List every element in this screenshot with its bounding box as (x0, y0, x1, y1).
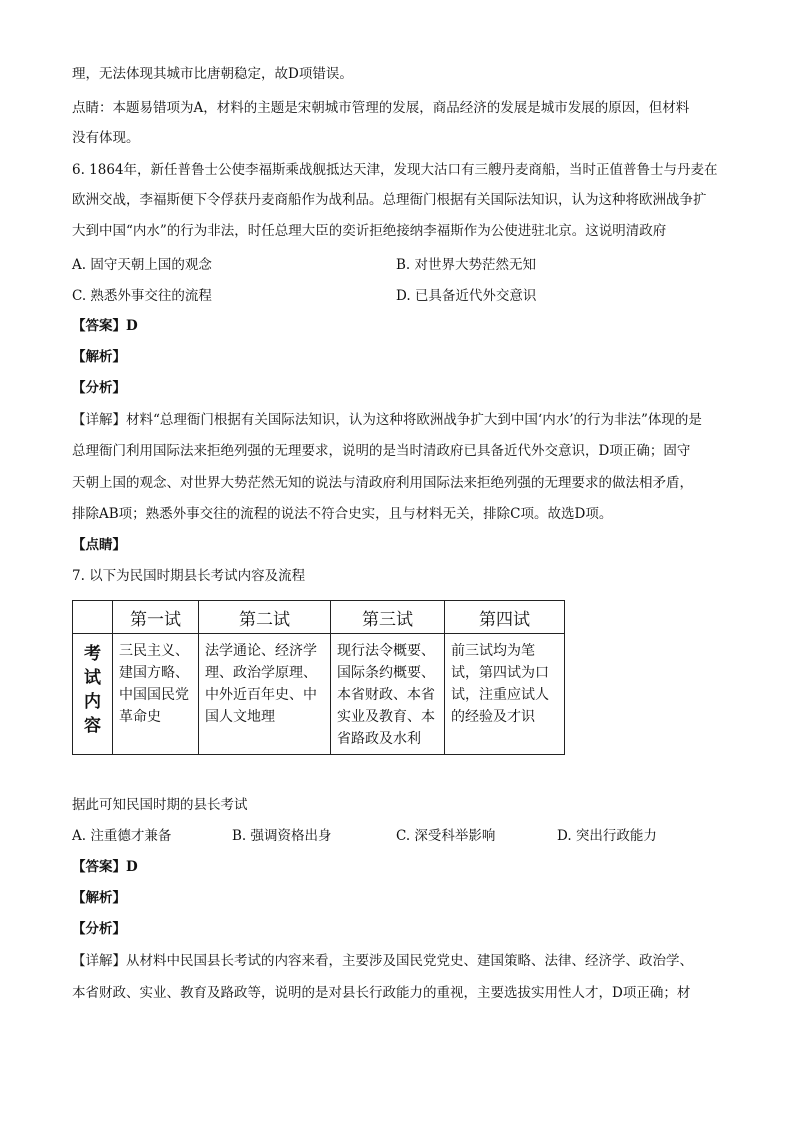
q7-option-b: B. 强调资格出身 (232, 828, 332, 844)
question-7-stem: 7. 以下为民国时期县长考试内容及流程 (72, 568, 306, 584)
exam-content-table (72, 600, 565, 755)
question-6-stem: 大到中国“内水”的行为非法，时任总理大臣的奕䜣拒绝接纳李福斯作为公使进驻北京。这说明清政府 (72, 223, 667, 239)
q7-detail: 本省财政、实业、教育及路政等，说明的是对县长行政能力的重视，主要选拔实用性人才，D项正确；材 (72, 985, 691, 1001)
q6-detail: 【详解】材料“总理衙门根据有关国际法知识，认为这种将欧洲战争扩大到中国‘内水’的行为非法”体现的是 (72, 412, 702, 428)
q6-fenxi-label: 【分析】 (72, 380, 126, 396)
question-6-stem: 6. 1864年，新任普鲁士公使李福斯乘战舰抵达天津，发现大沽口有三艘丹麦商船，当时正值普鲁士与丹麦在 (72, 162, 718, 178)
q7-jiexi-label: 【解析】 (72, 890, 126, 906)
q6-option-b: B. 对世界大势茫然无知 (396, 257, 537, 273)
q6-detail: 天朝上国的观念、对世界大势茫然无知的说法与清政府利用国际法来拒绝列强的无理要求的做法相矛盾， (72, 475, 693, 491)
row-header-char: 容 (84, 716, 101, 736)
q6-option-d: D. 已具备近代外交意识 (396, 288, 537, 304)
q7-detail: 【详解】从材料中民国县长考试的内容来看，主要涉及国民党党史、建国策略、法律、经济学、政治学、 (72, 953, 693, 969)
q6-option-a: A. 固守天朝上国的观念 (72, 257, 212, 273)
table-row (73, 634, 565, 755)
q7-option-a: A. 注重德才兼备 (72, 828, 172, 844)
text-line: 理，无法体现其城市比唐朝稳定，故D项错误。 (72, 66, 353, 82)
q7-option-c: C. 深受科举影响 (396, 828, 496, 844)
row-header-char: 内 (84, 692, 101, 712)
text-line: 点睛：本题易错项为A，材料的主题是宋朝城市管理的发展，商品经济的发展是城市发展的原因，但材料 (72, 100, 690, 116)
table-cell: 前三试均为笔试，第四试为口试，注重应试人的经验及才识 (445, 634, 565, 755)
table-header-cell: 第一试 (113, 601, 199, 634)
q7-prompt: 据此可知民国时期的县长考试 (72, 797, 248, 813)
text-line: 没有体现。 (72, 130, 140, 146)
q6-answer: 【答案】D (72, 318, 138, 334)
q6-dianjing-label: 【点睛】 (72, 537, 126, 553)
q7-option-d: D. 突出行政能力 (557, 828, 657, 844)
table-cell: 三民主义、建国方略、中国国民党革命史 (113, 634, 199, 755)
table-header-cell: 第三试 (331, 601, 445, 634)
q7-fenxi-label: 【分析】 (72, 921, 126, 937)
table-header-cell: 第二试 (199, 601, 331, 634)
q6-jiexi-label: 【解析】 (72, 349, 126, 365)
question-6-stem: 欧洲交战，李福斯便下令俘获丹麦商船作为战利品。总理衙门根据有关国际法知识，认为这种将欧洲战争扩 (72, 192, 707, 208)
table-header-cell (73, 601, 113, 634)
q6-detail: 排除AB项；熟悉外事交往的流程的说法不符合史实，且与材料无关，排除C项。故选D项。 (72, 506, 613, 522)
table-row-header (73, 634, 113, 755)
q6-option-c: C. 熟悉外事交往的流程 (72, 288, 212, 304)
table-cell: 现行法令概要、国际条约概要、本省财政、本省实业及教育、本省路政及水利 (331, 634, 445, 755)
row-header-char: 试 (84, 668, 101, 688)
table-cell: 法学通论、经济学理、政治学原理、中外近百年史、中国人文地理 (199, 634, 331, 755)
q6-detail: 总理衙门利用国际法来拒绝列强的无理要求，说明的是当时清政府已具备近代外交意识，D项正确；固守 (72, 443, 691, 459)
row-header-char: 考 (84, 644, 101, 664)
table-header-row (73, 601, 565, 634)
table-header-cell: 第四试 (445, 601, 565, 634)
q7-answer: 【答案】D (72, 859, 138, 875)
